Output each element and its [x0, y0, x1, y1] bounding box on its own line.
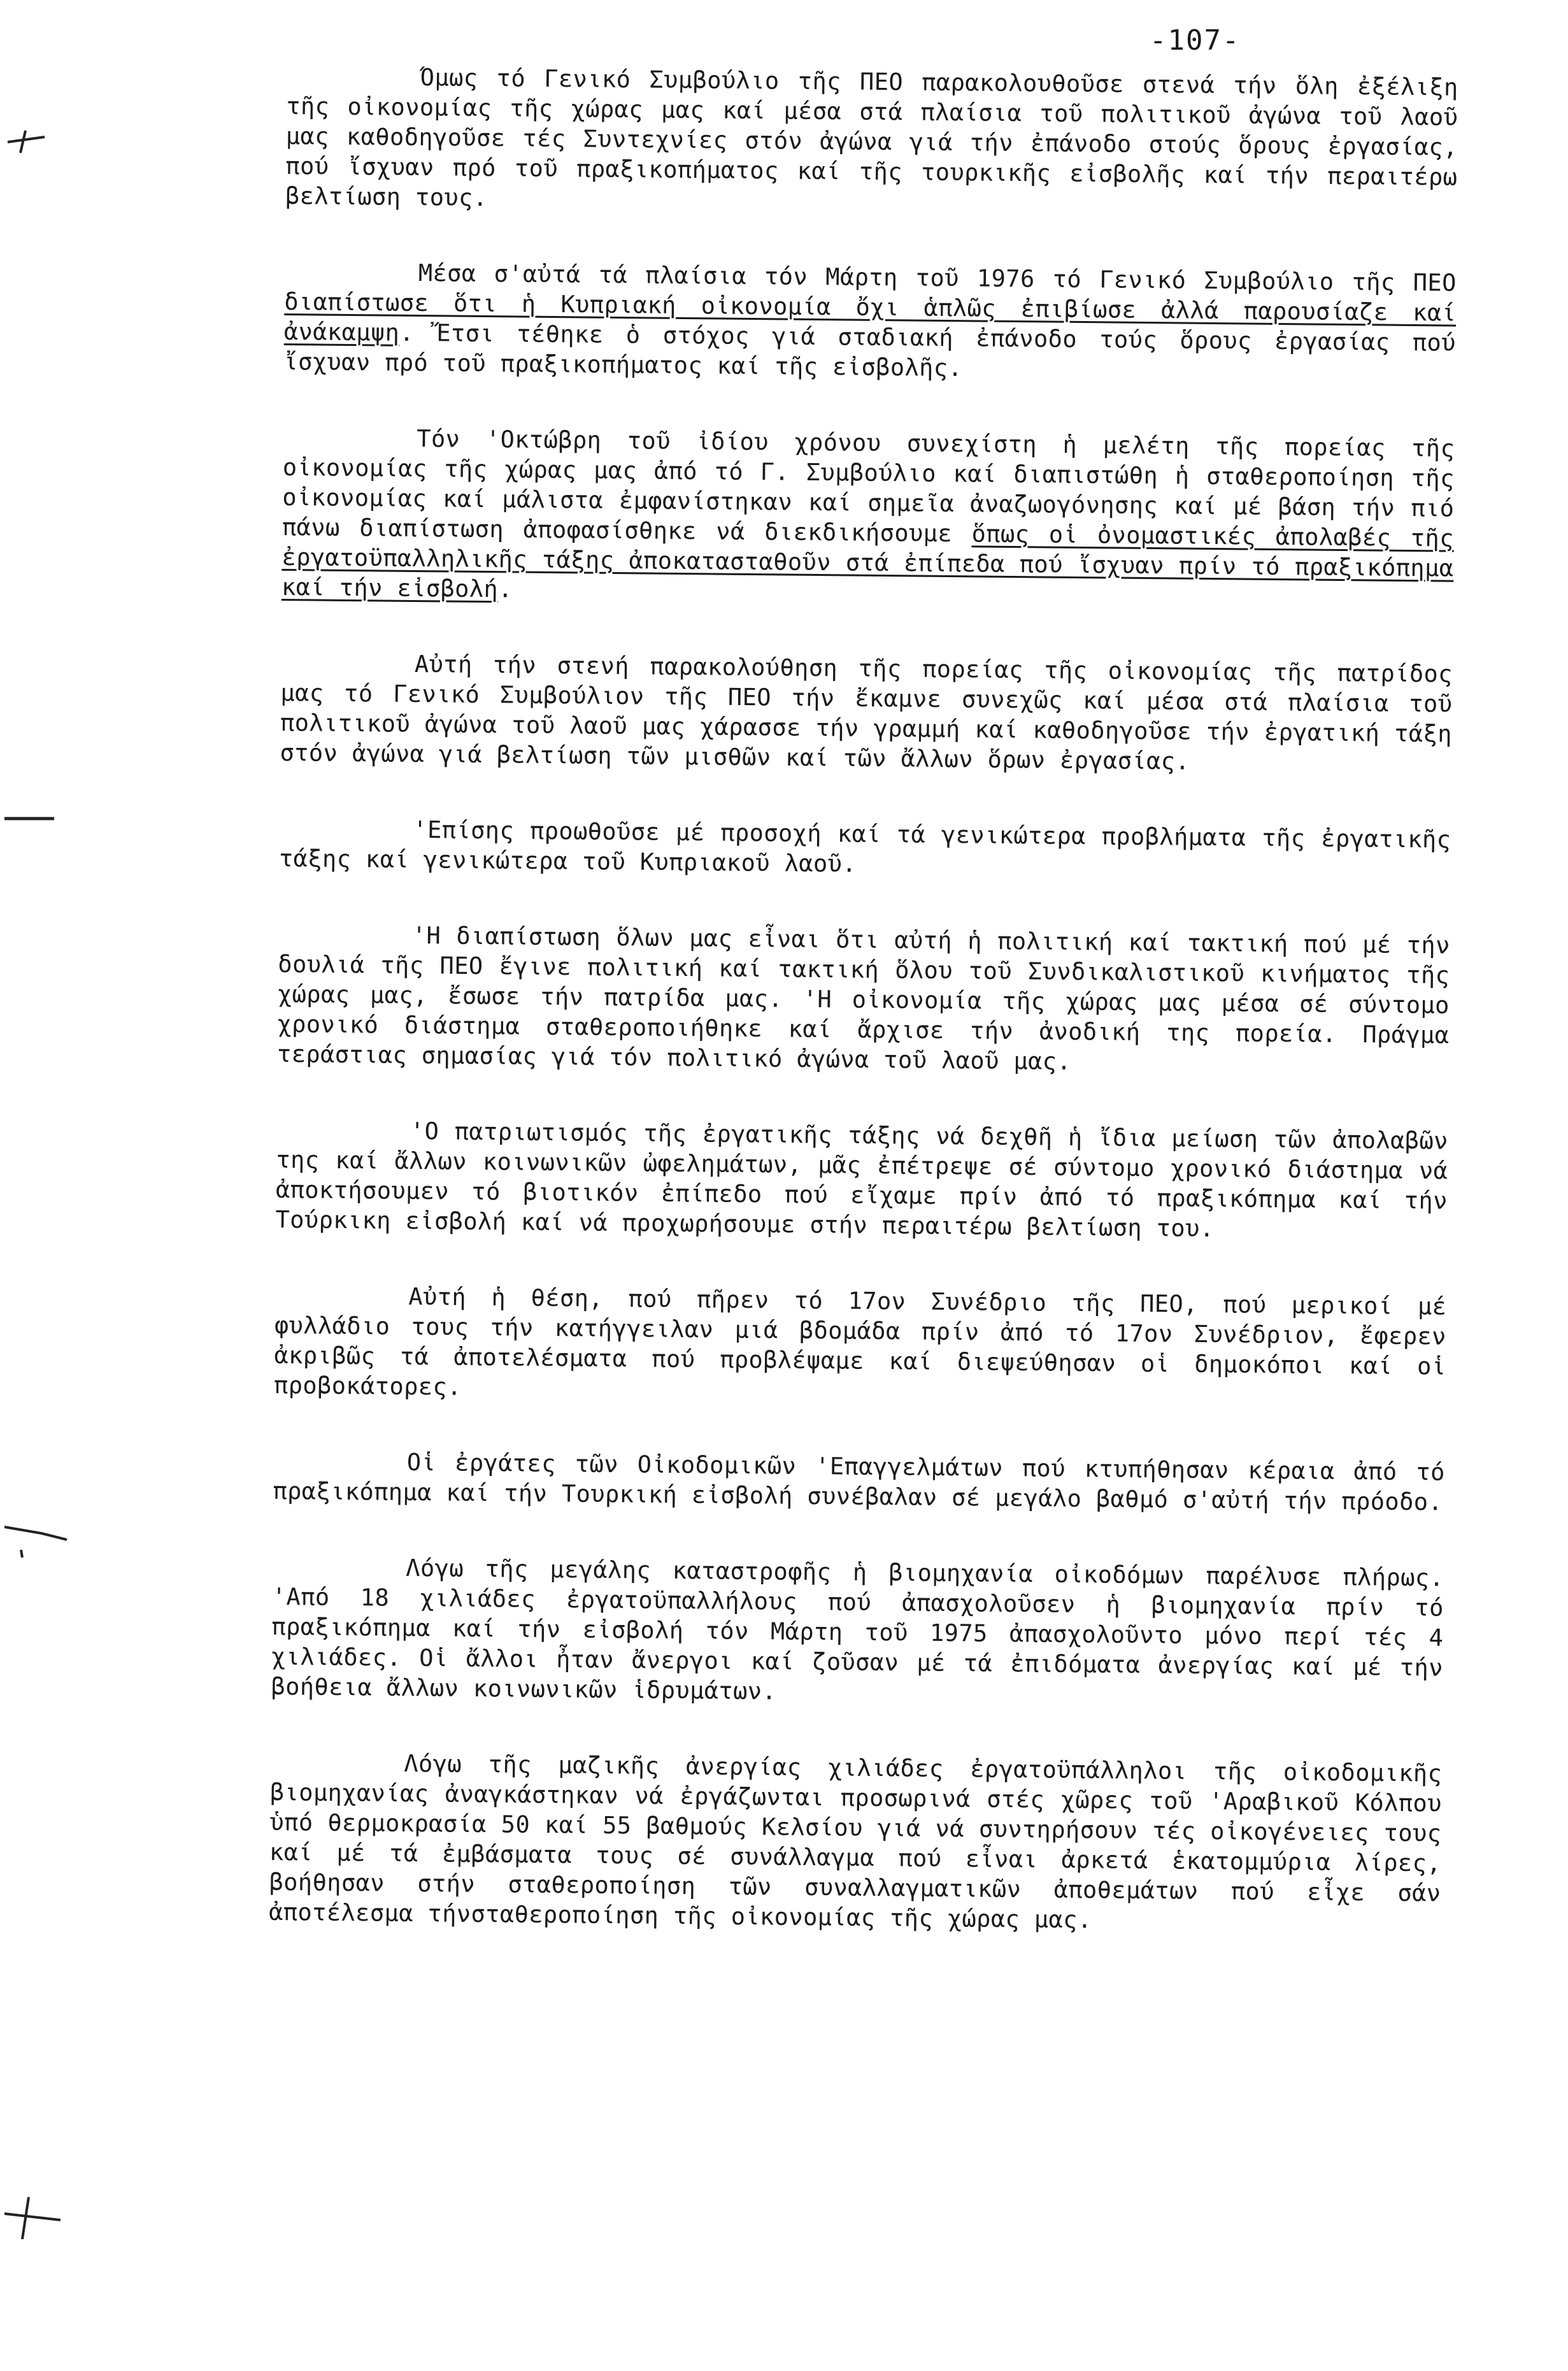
paragraph-text: 'Ο πατριωτισμός τῆς ἐργατικῆς τάξης νά δεχθῆ ἡ ἴδια μείωση τῶν ἀπολαβῶν της καί ἄλλων κοινωνικῶν ὠφελημάτων, μᾶς ἐπέτρεψε σέ σύντομο χρονικό διάστημα νά ἀποκτήσουμεν τό βιοτικόν ἐπίπεδο πού εἴχαμε πρίν ἀπό τό πραξικόπημα καί τήν Τούρκικη εἰσβολή καί νά προχωρήσουμε στήν περαιτέρω βελτίωση του. [275, 1117, 1449, 1243]
paragraph-text: . Ἔτσι τέθηκε ὁ στόχος γιά σταδιακή ἐπάνοδο τούς ὅρους ἐργασίας πού ἴσχυαν πρό τοῦ πραξικοπήματος καί τῆς εἰσβολῆς. [283, 319, 1457, 382]
underlined-text: ὅπως οἱ ὀνομαστικές ἀπολαβές τῆς ἐργατοϋπαλληλικῆς τάξης ἀποκατασταθοῦν στά ἐπίπεδα πού ἴσχυαν πρίν τό πραξικόπημα καί τήν εἰσβολή [281, 520, 1455, 603]
paragraph-10 [271, 1552, 1444, 1713]
paragraph-11 [269, 1747, 1443, 1938]
paragraph-2 [283, 257, 1457, 388]
paragraph-text: Τόν 'Οκτώβρη τοῦ ἰδίου χρόνου συνεχίστη ἡ μελέτη τῆς πορείας τῆς οἰκονομίας τῆς χώρας μας ἀπό τό Γ. Συμβούλιο καί διαπιστώθη ἡ σταθεροποίηση τῆς οἰκονομίας καί μάλιστα ἐμφανίστηκαν καί σημεῖα ἀναζωογόνησης καί μέ βάση τήν πιό πάνω διαπίστωση ἀποφασίσθηκε νά διεκδικήσουμε [282, 424, 1455, 548]
paragraph-text: Αὐτή τήν στενή παρακολούθηση τῆς πορείας τῆς οἰκονομίας τῆς πατρίδος μας τό Γενικό Συμβούλιον τῆς ΠΕΟ τήν ἔκαμνε συνεχῶς καί μέσα στά πλαίσια τοῦ πολιτικοῦ ἀγώνα τοῦ λαοῦ μας χάρασσε τήν γραμμή καί καθοδηγοῦσε τήν ἐργατική τάξη στόν ἀγώνα γιά βελτίωση τῶν μισθῶν καί τῶν ἄλλων ὅρων ἐργασίας. [280, 650, 1453, 775]
paragraph-text: 'Επίσης προωθοῦσε μέ προσοχή καί τά γενικώτερα προβλήματα τῆς ἐργατικῆς τάξης καί γενικώτερα τοῦ Κυπριακοῦ λαοῦ. [278, 815, 1451, 878]
paragraph-text: 'Η διαπίστωση ὅλων μας εἶναι ὅτι αὐτή ἡ πολιτική καί τακτική πού μέ τήν δουλιά τῆς ΠΕΟ ἔγινε πολιτική καί τακτική ὅλου τοῦ Συνδικαλιστικοῦ κινήματος τῆς χώρας μας, ἔσωσε τήν πατρίδα μας. 'Η οἰκονομία τῆς χώρας μας μέσα σέ σύντομο χρονικό διάστημα σταθεροποιήθηκε καί ἄρχισε τήν ἀνοδική της πορεία. Πράγμα τεράστιας σημασίας γιά τόν πολιτικό ἀγώνα τοῦ λαοῦ μας. [276, 921, 1450, 1075]
margin-mark-top [6, 124, 57, 156]
paragraph-text: Αὐτή ἡ θέση, πού πῆρεν τό 17ον Συνέδριο τῆς ΠΕΟ, πού μερικοί μέ φυλλάδιο τους τήν κατήγγειλαν μιά βδομάδα πρίν ἀπό τό 17ον Συνέδριον, ἔφερεν ἀκριβῶς τά ἀποτελέσματα πού προβλέψαμε καί διεψεύθησαν οἱ δημοκόποι καί οἱ προβοκάτορες. [273, 1282, 1447, 1401]
paragraph-text: Οἱ ἐργάτες τῶν Οἰκοδομικῶν 'Επαγγελμάτων πού κτυπήθησαν κέραια ἀπό τό πραξικόπημα καί τήν Τουρκική εἰσβολή συνέβαλαν σέ μεγάλο βαθμό σ'αὐτή τήν πρόοδο. [273, 1448, 1446, 1516]
paragraph-1 [285, 61, 1458, 222]
paragraph-text: Μέσα σ'αὐτά τά πλαίσια τόν Μάρτη τοῦ 1976 τό Γενικό Συμβούλιο τῆς ΠΕΟ [418, 259, 1457, 297]
paragraph-4 [280, 648, 1453, 779]
paragraph-5 [279, 813, 1451, 885]
paragraph-text: Λόγω τῆς μεγάλης καταστροφῆς ἡ βιομηχανία οἰκοδόμων παρέλυσε πλήρως. 'Από 18 χιλιάδες ἐργατοϋπαλλήλους πού ἀπασχολοῦσεν ἡ βιομηχανία πρίν τό πραξικόπημα καί τήν εἰσβολή τόν Μάρτη τοῦ 1975 ἀπασχολοῦντο μόνο περί τές 4 χιλιάδες. Οἱ ἄλλοι ἦταν ἄνεργοι καί ζοῦσαν μέ τά ἐπιδόματα ἀνεργίας καί μέ τήν βοήθεια ἄλλων κοινωνικῶν ἱδρυμάτων. [271, 1554, 1444, 1705]
paragraph-8 [274, 1280, 1447, 1412]
paragraph-text: Όμως τό Γενικό Συμβούλιο τῆς ΠΕΟ παρακολουθοῦσε στενά τήν ὅλη ἐξέλιξη τῆς οἰκονομίας τῆς χώρας μας καί μέσα στά πλαίσια τοῦ πολιτικοῦ ἀγώνα τοῦ λαοῦ μας καθοδηγοῦσε τές Συντεχνίες στόν ἀγώνα γιά τήν ἐπάνοδο στούς ὅρους ἐργασίας, πού ἴσχυαν πρό τοῦ πραξικοπήματος καί τῆς τουρκικῆς εἰσβολῆς καί τήν περαιτέρω βελτίωση τους. [285, 64, 1458, 212]
paragraph-9 [273, 1446, 1445, 1517]
paragraph-6 [277, 919, 1450, 1080]
margin-mark-middle [3, 812, 61, 825]
page-number: -107- [1150, 24, 1241, 57]
document-body [268, 61, 1458, 1984]
underlined-text: διαπίστωσε ὅτι ἡ Κυπριακή οἰκονομία ὄχι ἁπλῶς ἐπιβίωσε ἀλλά παρουσίαζε καί ἀνάκαμψη [283, 287, 1457, 347]
margin-mark-lower [3, 1519, 73, 1564]
paragraph-3 [282, 422, 1455, 613]
paragraph-text: Λόγω τῆς μαζικῆς ἀνεργίας χιλιάδες ἐργατοϋπάλληλοι τῆς οἰκοδομικῆς βιομηχανίας ἀναγκάστηκαν νά ἐργάζωνται προσωρινά στές χῶρες τοῦ 'Αραβικοῦ Κόλπου ὑπό θερμοκρασία 50 καί 55 βαθμούς Κελσίου γιά νά συντηρήσουν τές οἰκογένειες τους καί μέ τά ἐμβάσματα τους σέ συνάλλαγμα πού εἶναι ἀρκετά ἑκατομμύρια λίρες, βοήθησαν στήν σταθεροποίηση τῶν συναλλαγματικῶν ἀποθεμάτων πού εἶχε σάν ἀποτέλεσμα τήνσταθεροποίηση τῆς οἰκονομίας τῆς χώρας μας. [268, 1749, 1443, 1934]
margin-mark-bottom [3, 2195, 73, 2246]
paragraph-7 [275, 1115, 1448, 1246]
paragraph-text: . [497, 575, 513, 603]
